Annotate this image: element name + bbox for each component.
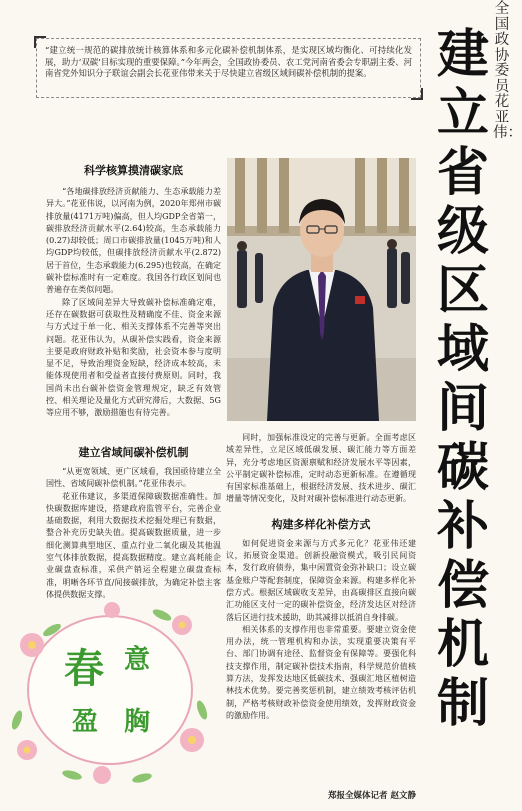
section-title-3: 构建多样化补偿方式 — [271, 517, 371, 531]
spring-char-2: 意 — [124, 645, 151, 675]
column-left-top — [46, 162, 221, 434]
spring-decoration — [2, 590, 217, 790]
headline: 建立省级区域间碳补偿机制 — [436, 25, 489, 734]
section2-para-3: 同时，加强标准设定的完善与更新。全面考虑区域差异性，立足区域低碳发展、碳汇能力等方面差异，充分考虑地区资源禀赋和经济发展水平等因素，公平制定碳补偿标准，定时动态更新标准。在遵循现有国家标准基础上，根据经济发展、技术进步、碳汇增量等情况变化，及时对碳补偿标准进行动态更新。 — [226, 433, 416, 504]
section1-para-1: “各地碳排放经济贡献能力、生态承载能力差异大。”花亚伟说，以河南为例，2020年郑州市碳排放量(4171万吨)偏高，但人均GDP全省第一，碳排放经济贡献水平(2.64)较高，生态承载能力(0.27)却较低；周口市碳排放量(1045万吨)和人均GDP均较低，但碳排放经济贡献水平(2.872)居于首位，生态承载能力(6.295)也较高，在确定碳补偿标准时有一定难度。我国各行政区划间也普遍存在类似问题。 — [46, 187, 221, 295]
portrait-image — [227, 158, 416, 421]
portrait-photo — [227, 158, 416, 421]
section3-para-2: 相关体系的支撑作用也非常重要。要建立资金使用办法，统一管理机构和办法，实现重要决策有平台、部门协调有途径、监督资金有保障等。要强化科技支撑作用，制定碳补偿技术指南，科学规范价值核算方法，发挥发达地区低碳技术、强碳汇地区植树造林技术优势。要完善奖惩机制，建立绩效考核评估机制，严格考核财政补偿资金使用绩效，发挥财政资金的激励作用。 — [226, 624, 416, 720]
section-title-1: 科学核算摸清碳家底 — [84, 164, 183, 177]
section2-para-1: “从更宽领域、更广区域看，我国亟待建立全国性、省域间碳补偿机制。”花亚伟表示。 — [46, 467, 221, 489]
section1-para-2: 除了区域间差异大导致碳补偿标准确定难，还存在碳数据可获取性及精确度不佳、资金来源与方式过于单一化、相关支撑体系不完善等突出问题。花亚伟认为，从碳补偿实践看，资金来源主要是政府财政补贴和奖励，社会资本参与度明显不足，导致治理资金短缺，经济成本较高，未能体现使用者和受益者直接付费原则。同时，我国尚未出台碳补偿资金管理规定，缺乏有效管控、相关理论及量化方式研究滞后，大数据、5G等应用不够，激励措施也有待完善。 — [46, 297, 221, 418]
spring-char-3: 盈 — [72, 707, 99, 737]
spring-char-1: 春 — [64, 645, 104, 692]
section3-para-1: 如何促进资金来源与方式多元化？花亚伟还建议，拓展资金渠道。创新投融资模式，吸引民间资本，发行政府债券，集中闲置资金弥补缺口；设立碳基金账户等配套制度，保障资金来源。构建多样化补偿方式。根据区域碳收支差异，由高碳排区直接向碳汇功能区支付一定的碳补偿资金，经济发达区对经济落后区进行技术援助，助其减排以抵消自身排碳。 — [226, 538, 416, 622]
byline: 郑报全媒体记者 赵文静 — [328, 791, 416, 801]
section2-para-2: 花亚伟建议，多渠道保障碳数据准确性。加快碳数据库建设，搭建政府监管平台，完善企业基础数据，利用大数据技术挖掘处理已有数据，整合补充历史缺失值。提高碳数据质量，进一步细化测算典型地区、重点行业二氧化碳及其他温室气体排放数据，提高数据精度。建立高耗能企业碳盘查标准，采供产销运全程建立碳盘查标准，明晰各环节直/间接碳排放，为确定补偿主客体提供数据支撑。 — [46, 491, 221, 599]
kicker: 全国政协委员花亚伟： — [493, 1, 522, 141]
column-right — [226, 432, 416, 810]
lead-box — [36, 38, 421, 98]
lead-text: “建立统一规范的碳排放统计核算体系和多元化碳补偿机制体系，是实现区域均衡化、可持续化发展，助力‘双碳’目标实现的重要保障。”今年两会，全国政协委员、农工党河南省委会专职副主委、河南省党外知识分子联谊会副会长花亚伟带来关于尽快建立省级区域间碳补偿机制的提案。 — [45, 45, 412, 79]
column-left-bottom — [46, 444, 221, 599]
section-title-2: 建立省域间碳补偿机制 — [78, 446, 189, 459]
spring-char-4: 胸 — [124, 707, 151, 737]
